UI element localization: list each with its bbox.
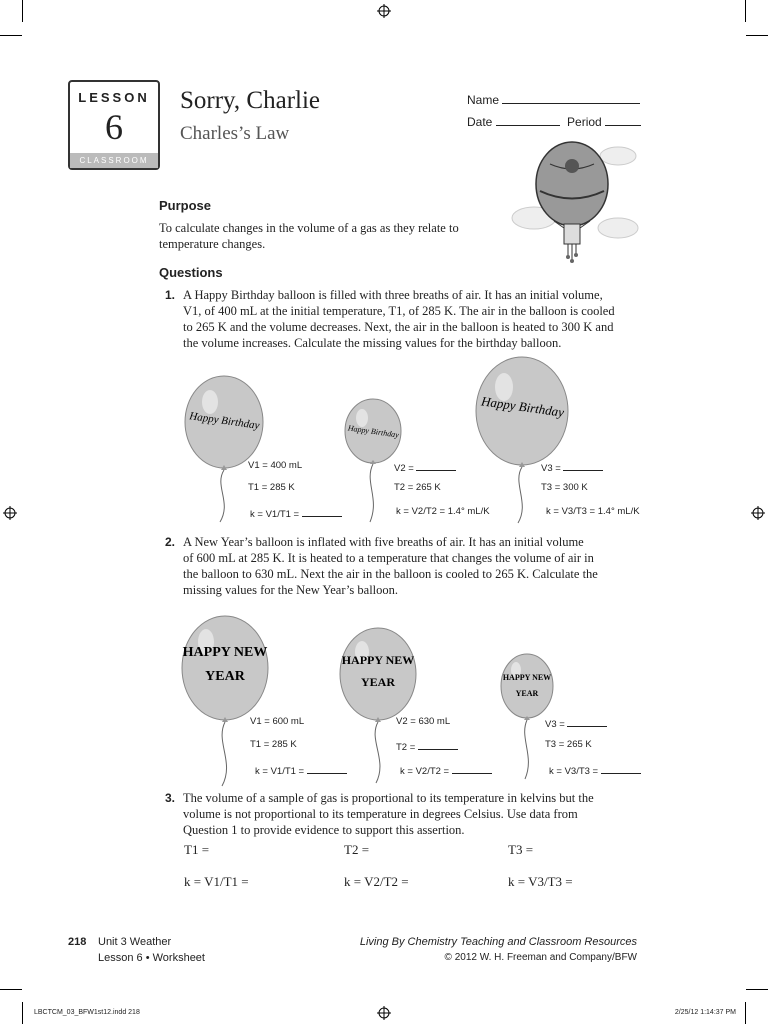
date-label: Date (467, 115, 493, 129)
q2-b3-temp: T3 = 265 K (545, 739, 592, 750)
registration-mark-icon (377, 4, 391, 18)
purpose-heading: Purpose (159, 198, 212, 213)
lesson-number: 6 (105, 107, 123, 147)
questions-heading: Questions (159, 265, 223, 280)
page-subtitle: Charles’s Law (180, 123, 290, 144)
answer-blank[interactable] (307, 763, 347, 774)
q1-b1-temp: T1 = 285 K (248, 482, 295, 493)
crop-mark (746, 35, 768, 36)
crop-mark (745, 1002, 746, 1024)
q2-b3-k (549, 763, 641, 777)
period-label: Period (567, 115, 602, 129)
lesson-badge (68, 80, 160, 170)
question-line: to 265 K and the volume decreases. Next, the air in the balloon is heated to 300 K and (183, 320, 614, 334)
lesson-band: CLASSROOM (70, 153, 158, 168)
balloon-caption: YEAR (360, 675, 396, 689)
question-2-text (183, 534, 598, 598)
page-title: Sorry, Charlie (180, 87, 321, 114)
footer-unit: Unit 3 Weather (98, 936, 172, 948)
answer-blank[interactable] (601, 763, 641, 774)
q2-b2-k (400, 763, 492, 777)
registration-mark-icon (3, 506, 17, 520)
v-expression: V3 = (541, 463, 561, 474)
q2-b2-volume: V2 = 630 mL (396, 716, 451, 727)
q1-b3-temp: T3 = 300 K (541, 482, 588, 493)
k-expression: k = V3/T3 = (549, 766, 599, 777)
balloon-caption: Happy Birthday (188, 410, 261, 432)
q3-t1[interactable]: T1 = (184, 842, 210, 857)
q1-b2-volume (394, 460, 456, 474)
crop-mark (22, 1002, 23, 1024)
page-number: 218 (68, 936, 87, 948)
footer-copyright: © 2012 W. H. Freeman and Company/BFW (444, 952, 637, 963)
name-label: Name (467, 93, 500, 107)
q3-k2[interactable]: k = V2/T2 = (344, 874, 409, 889)
answer-blank[interactable] (452, 763, 492, 774)
q3-k1[interactable]: k = V1/T1 = (184, 874, 249, 889)
period-line[interactable] (605, 113, 641, 126)
question-number: 3. (165, 791, 176, 805)
question-line: A Happy Birthday balloon is filled with three breaths of air. It has an initial volume, (183, 288, 603, 302)
balloon-caption: HAPPY NEW (341, 653, 415, 667)
q1-b1-k (250, 506, 342, 520)
q2-b1-k (255, 763, 347, 777)
crop-mark (0, 989, 22, 990)
birthday-balloon-3 (472, 355, 572, 525)
registration-mark-icon (751, 506, 765, 520)
balloon-caption: Happy Birthday (480, 393, 565, 420)
question-line: of 600 mL at 285 K. It is heated to a temperature that changes the volume of air in (183, 551, 594, 565)
answer-blank[interactable] (563, 460, 603, 471)
name-line[interactable] (502, 91, 640, 104)
answer-blank[interactable] (567, 716, 607, 727)
v-expression: V2 = (394, 463, 414, 474)
q3-t2[interactable]: T2 = (344, 842, 370, 857)
t-expression: T2 = (396, 742, 416, 753)
k-expression: k = V1/T1 = (250, 509, 300, 520)
balloon-caption: YEAR (205, 669, 245, 684)
q1-b1-volume: V1 = 400 mL (248, 460, 303, 471)
question-3-text (183, 790, 594, 838)
crop-mark (22, 0, 23, 22)
hot-air-balloon-illustration (510, 136, 640, 271)
balloon-caption: YEAR (515, 689, 539, 698)
question-line: The volume of a sample of gas is proportional to its temperature in kelvins but the (183, 791, 594, 805)
question-line: missing values for the New Year’s balloon. (183, 583, 399, 597)
q1-b3-k: k = V3/T3 = 1.4° mL/K (546, 506, 640, 517)
q2-b1-volume: V1 = 600 mL (250, 716, 305, 727)
crop-mark (0, 35, 22, 36)
answer-blank[interactable] (302, 506, 342, 517)
question-line: A New Year’s balloon is inflated with five breaths of air. It has an initial volume (183, 535, 584, 549)
q3-t3[interactable]: T3 = (508, 842, 534, 857)
balloon-caption: HAPPY NEW (182, 645, 268, 660)
q1-b2-temp: T2 = 265 K (394, 482, 441, 493)
purpose-line: To calculate changes in the volume of a gas as they relate to (159, 221, 459, 235)
date-line[interactable] (496, 113, 560, 126)
purpose-text (159, 220, 459, 252)
question-line: volume is not proportional to its temperature in degrees Celsius. Use data from (183, 807, 578, 821)
slug-date: 2/25/12 1:14:37 PM (674, 1009, 736, 1016)
balloon-caption: Happy Birthday (347, 423, 400, 440)
balloon-caption: HAPPY NEW (502, 673, 552, 682)
answer-blank[interactable] (416, 460, 456, 471)
q2-b3-volume (545, 716, 607, 730)
question-number: 2. (165, 535, 176, 549)
question-1-text (183, 287, 615, 351)
question-number: 1. (165, 288, 176, 302)
footer-publication: Living By Chemistry Teaching and Classroom Resources (359, 936, 637, 948)
question-line: the balloon to 630 mL. Next the air in the balloon is cooled to 265 K. Calculate the (183, 567, 598, 581)
q1-b2-k: k = V2/T2 = 1.4° mL/K (396, 506, 490, 517)
slug-file: LBCTCM_03_BFW1st12.indd 218 (34, 1009, 140, 1016)
q2-b2-temp (396, 739, 458, 753)
q2-b1-temp: T1 = 285 K (250, 739, 297, 750)
registration-mark-icon (377, 1006, 391, 1020)
q3-k3[interactable]: k = V3/T3 = (508, 874, 573, 889)
name-field[interactable] (467, 91, 640, 107)
date-field[interactable] (467, 113, 641, 129)
k-expression: k = V2/T2 = (400, 766, 450, 777)
q1-b3-volume (541, 460, 603, 474)
question-line: the volume increases. Calculate the missing values for the birthday balloon. (183, 336, 562, 350)
question-line: V1, of 400 mL at the initial temperature, T1, of 285 K. The air in the balloon is cooled (183, 304, 615, 318)
crop-mark (746, 989, 768, 990)
k-expression: k = V1/T1 = (255, 766, 305, 777)
birthday-balloon-1 (180, 374, 270, 524)
v-expression: V3 = (545, 719, 565, 730)
new-year-balloon-1 (178, 612, 274, 787)
new-year-balloon-3 (497, 650, 557, 780)
footer-lesson: Lesson 6 • Worksheet (98, 952, 205, 964)
purpose-line: temperature changes. (159, 237, 266, 251)
lesson-label: LESSON (78, 90, 150, 105)
answer-blank[interactable] (418, 739, 458, 750)
question-line: Question 1 to provide evidence to support this assertion. (183, 823, 465, 837)
crop-mark (745, 0, 746, 22)
new-year-balloon-2 (336, 624, 420, 784)
